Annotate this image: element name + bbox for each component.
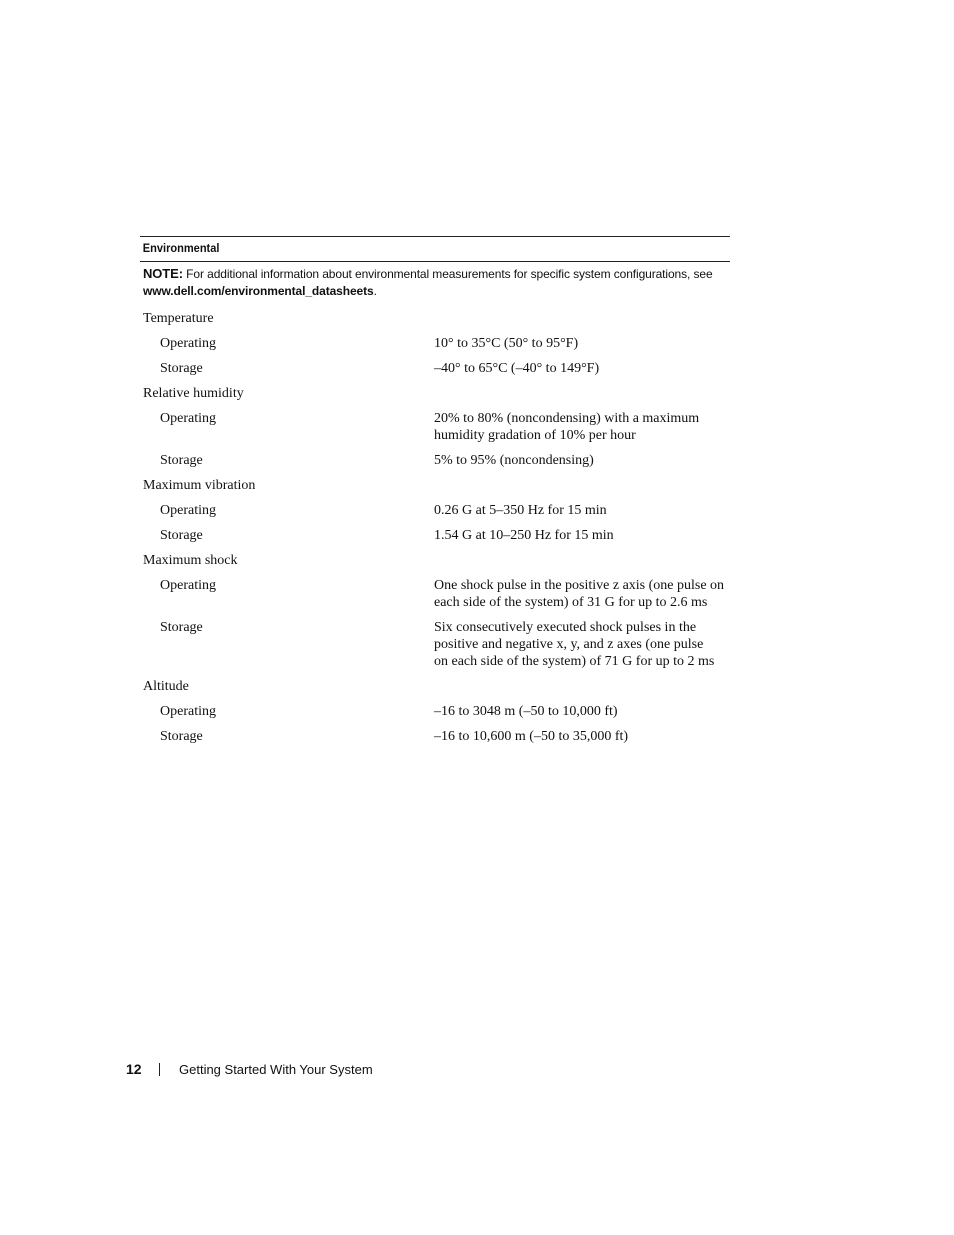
spec-name: Storage bbox=[160, 453, 203, 468]
group-label-altitude: Altitude bbox=[143, 679, 189, 694]
spec-row bbox=[140, 724, 730, 749]
spec-row bbox=[140, 699, 730, 724]
spec-name: Operating bbox=[160, 336, 216, 351]
spec-row bbox=[140, 573, 730, 615]
spec-row bbox=[140, 356, 730, 381]
group-label-maximum-shock: Maximum shock bbox=[143, 553, 238, 568]
spec-row bbox=[140, 523, 730, 548]
spec-name: Storage bbox=[160, 620, 203, 635]
spec-name: Operating bbox=[160, 503, 216, 518]
note-text: For additional information about environmental measurements for specific system configurations, see bbox=[182, 267, 713, 281]
section-title: Environmental bbox=[142, 241, 220, 255]
spec-row bbox=[140, 615, 730, 674]
footer-title: Getting Started With Your System bbox=[179, 1061, 373, 1077]
page-footer bbox=[126, 1061, 373, 1077]
spec-value: –16 to 3048 m (–50 to 10,000 ft) bbox=[434, 704, 618, 719]
spec-row bbox=[140, 331, 730, 356]
spec-value: One shock pulse in the positive z axis (one pulse on each side of the system) of 31 G for up to 2.6 ms bbox=[434, 578, 725, 610]
spec-name: Operating bbox=[160, 411, 216, 426]
group-label-relative-humidity: Relative humidity bbox=[143, 386, 244, 401]
spec-value: 20% to 80% (noncondensing) with a maximum humidity gradation of 10% per hour bbox=[434, 411, 700, 443]
spec-row bbox=[140, 498, 730, 523]
spec-name: Storage bbox=[160, 361, 203, 376]
note-label: NOTE: bbox=[143, 266, 183, 281]
page-number: 12 bbox=[126, 1061, 142, 1077]
note-end: . bbox=[373, 284, 377, 298]
environmental-spec-table bbox=[140, 236, 730, 749]
spec-value: –16 to 10,600 m (–50 to 35,000 ft) bbox=[434, 729, 629, 744]
spec-name: Operating bbox=[160, 704, 216, 719]
spec-value: –40° to 65°C (–40° to 149°F) bbox=[434, 361, 600, 376]
spec-list bbox=[140, 306, 730, 749]
footer-divider bbox=[159, 1063, 160, 1076]
spec-value: Six consecutively executed shock pulses in the positive and negative x, y, and z axes (one pulse on each side of the system) of 71 G for up to 2 ms bbox=[434, 620, 715, 669]
group-label-temperature: Temperature bbox=[143, 311, 214, 326]
spec-value: 10° to 35°C (50° to 95°F) bbox=[434, 336, 579, 351]
spec-value: 1.54 G at 10–250 Hz for 15 min bbox=[434, 528, 614, 543]
spec-name: Storage bbox=[160, 729, 203, 744]
spec-name: Storage bbox=[160, 528, 203, 543]
spec-row bbox=[140, 406, 730, 448]
spec-value: 5% to 95% (noncondensing) bbox=[434, 453, 594, 468]
spec-row bbox=[140, 448, 730, 473]
group-label-maximum-vibration: Maximum vibration bbox=[143, 478, 256, 493]
note bbox=[140, 262, 730, 300]
spec-name: Operating bbox=[160, 578, 216, 593]
note-url: www.dell.com/environmental_datasheets bbox=[143, 284, 374, 298]
spec-value: 0.26 G at 5–350 Hz for 15 min bbox=[434, 503, 607, 518]
